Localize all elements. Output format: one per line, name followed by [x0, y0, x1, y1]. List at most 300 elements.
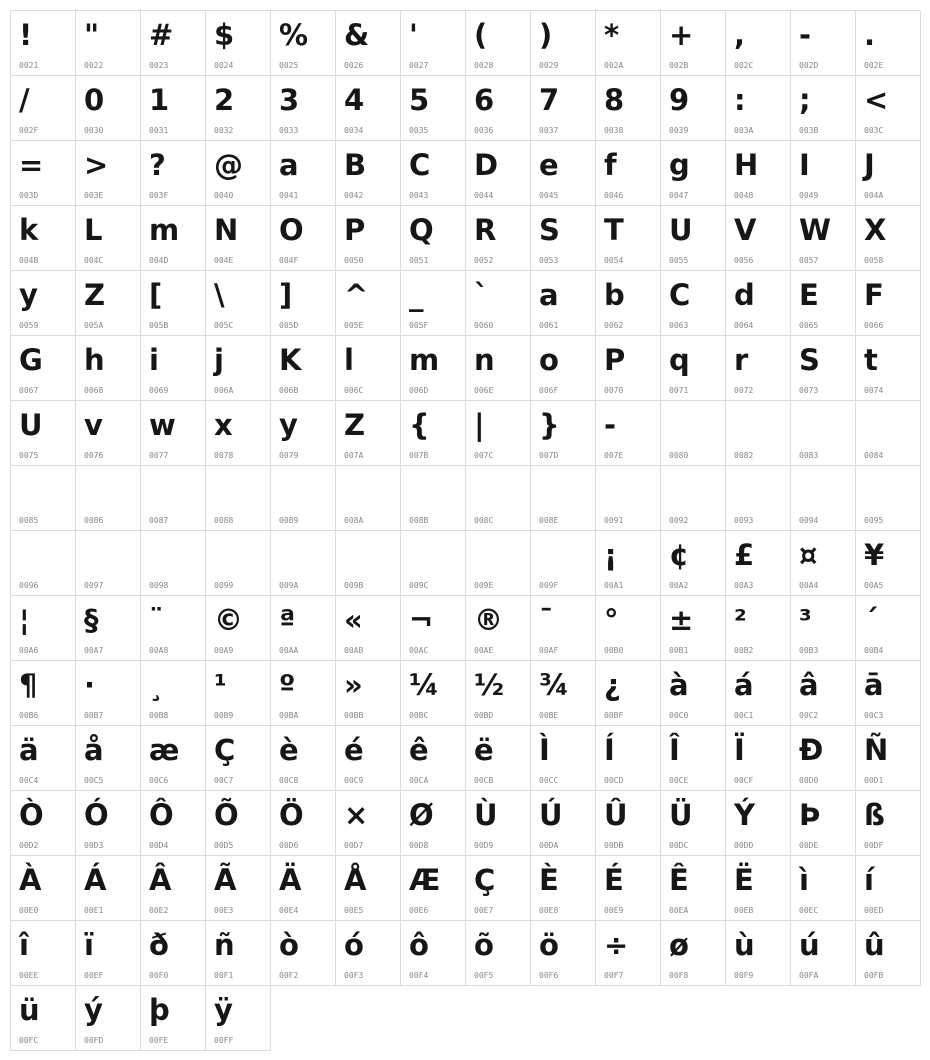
- glyph-code-label: 0055: [669, 256, 689, 265]
- glyph-code-label: 00CE: [669, 776, 689, 785]
- glyph-cell: [76, 726, 141, 791]
- glyph-cell: [531, 856, 596, 921]
- glyph-char: H: [734, 148, 759, 182]
- glyph-cell: [726, 791, 791, 856]
- glyph-char: l: [344, 343, 354, 377]
- glyph-cell: [76, 856, 141, 921]
- glyph-char: ë: [474, 733, 494, 767]
- glyph-cell: [596, 856, 661, 921]
- glyph-cell: [206, 336, 271, 401]
- glyph-char: ¯: [539, 603, 554, 637]
- glyph-cell: [466, 531, 531, 596]
- glyph-cell: [206, 986, 271, 1051]
- glyph-code-label: 003A: [734, 126, 754, 135]
- glyph-char: I: [799, 148, 810, 182]
- glyph-cell: [76, 141, 141, 206]
- glyph-cell: [791, 791, 856, 856]
- glyph-code-label: 004C: [84, 256, 104, 265]
- glyph-code-label: 00FB: [864, 971, 884, 980]
- glyph-code-label: 00FE: [149, 1036, 169, 1045]
- glyph-cell: [76, 661, 141, 726]
- glyph-cell: [531, 11, 596, 76]
- glyph-cell: [596, 336, 661, 401]
- glyph-char: *: [604, 18, 620, 52]
- glyph-code-label: 0080: [669, 451, 689, 460]
- glyph-code-label: 004D: [149, 256, 169, 265]
- glyph-char: ¶: [19, 668, 38, 702]
- glyph-code-label: 008E: [539, 516, 559, 525]
- glyph-code-label: 00A4: [799, 581, 819, 590]
- glyph-cell: [596, 726, 661, 791]
- glyph-cell: [466, 466, 531, 531]
- glyph-code-label: 0045: [539, 191, 559, 200]
- glyph-code-label: 0028: [474, 61, 494, 70]
- glyph-char: k: [19, 213, 39, 247]
- glyph-code-label: 0059: [19, 321, 39, 330]
- glyph-cell: [791, 596, 856, 661]
- glyph-char: n: [474, 343, 495, 377]
- glyph-char: Ü: [669, 798, 693, 832]
- glyph-char: æ: [149, 733, 180, 767]
- glyph-char: X: [864, 213, 887, 247]
- glyph-cell: [76, 791, 141, 856]
- glyph-char: ú: [799, 928, 820, 962]
- glyph-char: 9: [669, 83, 690, 117]
- glyph-code-label: 00E6: [409, 906, 429, 915]
- glyph-cell: [661, 141, 726, 206]
- glyph-char: þ: [149, 993, 170, 1027]
- glyph-char: ¤: [799, 538, 818, 572]
- glyph-char: Ú: [539, 798, 563, 832]
- glyph-code-label: 00BE: [539, 711, 559, 720]
- glyph-code-label: 003D: [19, 191, 39, 200]
- glyph-char: T: [604, 213, 624, 247]
- glyph-cell: [856, 271, 921, 336]
- glyph-code-label: 00EE: [19, 971, 39, 980]
- glyph-code-label: 0034: [344, 126, 364, 135]
- glyph-cell: [336, 401, 401, 466]
- glyph-cell: [726, 726, 791, 791]
- glyph-cell: [11, 791, 76, 856]
- glyph-char: í: [864, 863, 874, 897]
- glyph-code-label: 00E7: [474, 906, 494, 915]
- glyph-cell: [11, 856, 76, 921]
- glyph-cell: [401, 531, 466, 596]
- glyph-cell: [271, 206, 336, 271]
- glyph-char: D: [474, 148, 499, 182]
- glyph-char: ¢: [669, 538, 690, 572]
- glyph-code-label: 0079: [279, 451, 299, 460]
- glyph-cell: [856, 531, 921, 596]
- glyph-code-label: 0031: [149, 126, 169, 135]
- glyph-char: ®: [474, 603, 503, 637]
- glyph-cell: [466, 336, 531, 401]
- glyph-code-label: 006D: [409, 386, 429, 395]
- glyph-cell: [76, 271, 141, 336]
- glyph-char: a: [279, 148, 299, 182]
- glyph-code-label: 0064: [734, 321, 754, 330]
- glyph-cell: [271, 661, 336, 726]
- glyph-cell: [206, 661, 271, 726]
- glyph-cell: [141, 921, 206, 986]
- glyph-char: ý: [84, 993, 103, 1027]
- glyph-code-label: 00A6: [19, 646, 39, 655]
- glyph-code-label: 0057: [799, 256, 819, 265]
- glyph-char: b: [604, 278, 625, 312]
- glyph-char: ²: [734, 603, 747, 637]
- glyph-char: ï: [84, 928, 94, 962]
- glyph-cell: [76, 401, 141, 466]
- glyph-cell: [206, 401, 271, 466]
- glyph-cell: [336, 856, 401, 921]
- glyph-code-label: 007C: [474, 451, 494, 460]
- glyph-char: Å: [344, 863, 367, 897]
- glyph-cell: [401, 466, 466, 531]
- glyph-cell: [661, 921, 726, 986]
- glyph-cell: [76, 921, 141, 986]
- glyph-char: ª: [279, 603, 296, 637]
- glyph-code-label: 00E4: [279, 906, 299, 915]
- glyph-cell: [206, 11, 271, 76]
- glyph-cell: [466, 726, 531, 791]
- glyph-code-label: 00FF: [214, 1036, 234, 1045]
- glyph-cell: [661, 856, 726, 921]
- glyph-char: ·: [84, 668, 96, 702]
- glyph-char: &: [344, 18, 370, 52]
- glyph-char: E: [799, 278, 819, 312]
- glyph-char: Ö: [279, 798, 304, 832]
- glyph-code-label: 00DB: [604, 841, 624, 850]
- glyph-code-label: 00DA: [539, 841, 559, 850]
- glyph-cell: [466, 791, 531, 856]
- glyph-char: Ç: [474, 863, 496, 897]
- glyph-cell: [661, 76, 726, 141]
- glyph-code-label: 0076: [84, 451, 104, 460]
- glyph-code-label: 005F: [409, 321, 429, 330]
- glyph-code-label: 00C9: [344, 776, 364, 785]
- glyph-cell: [531, 596, 596, 661]
- glyph-code-label: 0047: [669, 191, 689, 200]
- glyph-code-label: 00BC: [409, 711, 429, 720]
- glyph-code-label: 00E5: [344, 906, 364, 915]
- glyph-cell: [791, 531, 856, 596]
- glyph-char: 6: [474, 83, 495, 117]
- glyph-code-label: 0035: [409, 126, 429, 135]
- glyph-cell: [336, 336, 401, 401]
- glyph-cell: [401, 596, 466, 661]
- glyph-cell: [271, 791, 336, 856]
- glyph-cell: [336, 141, 401, 206]
- glyph-code-label: 0024: [214, 61, 234, 70]
- glyph-char: Õ: [214, 798, 239, 832]
- glyph-code-label: 0068: [84, 386, 104, 395]
- glyph-char: »: [344, 668, 363, 702]
- glyph-char: y: [19, 278, 38, 312]
- glyph-char: P: [604, 343, 626, 377]
- glyph-code-label: 00F2: [279, 971, 299, 980]
- glyph-cell: [791, 466, 856, 531]
- glyph-char: 7: [539, 83, 560, 117]
- glyph-char: ê: [409, 733, 429, 767]
- glyph-code-label: 0039: [669, 126, 689, 135]
- glyph-code-label: 0083: [799, 451, 819, 460]
- glyph-code-label: 00AE: [474, 646, 494, 655]
- glyph-cell: [271, 76, 336, 141]
- glyph-cell: [596, 271, 661, 336]
- glyph-cell: [336, 921, 401, 986]
- glyph-code-label: 00B2: [734, 646, 754, 655]
- glyph-cell: [336, 661, 401, 726]
- glyph-code-label: 00E0: [19, 906, 39, 915]
- glyph-code-label: 00EA: [669, 906, 689, 915]
- glyph-cell: [11, 141, 76, 206]
- glyph-code-label: 00F1: [214, 971, 234, 980]
- glyph-code-label: 0058: [864, 256, 884, 265]
- glyph-code-label: 0036: [474, 126, 494, 135]
- glyph-char: +: [669, 18, 694, 52]
- glyph-cell: [141, 76, 206, 141]
- glyph-code-label: 00D2: [19, 841, 39, 850]
- glyph-cell: [141, 466, 206, 531]
- glyph-code-label: 0046: [604, 191, 624, 200]
- glyph-char: «: [344, 603, 363, 637]
- glyph-char: Z: [84, 278, 106, 312]
- glyph-code-label: 0075: [19, 451, 39, 460]
- glyph-code-label: 007B: [409, 451, 429, 460]
- glyph-char: W: [799, 213, 831, 247]
- glyph-cell: [791, 11, 856, 76]
- glyph-char: -: [604, 408, 617, 442]
- glyph-char: J: [864, 148, 875, 182]
- glyph-char: i: [149, 343, 159, 377]
- glyph-cell: [11, 466, 76, 531]
- glyph-code-label: 00B9: [214, 711, 234, 720]
- glyph-code-label: 0071: [669, 386, 689, 395]
- glyph-code-label: 00A3: [734, 581, 754, 590]
- glyph-cell: [401, 271, 466, 336]
- glyph-cell: [531, 141, 596, 206]
- glyph-code-label: 00D1: [864, 776, 884, 785]
- glyph-char: ³: [799, 603, 812, 637]
- glyph-char: %: [279, 18, 309, 52]
- glyph-code-label: 00FC: [19, 1036, 39, 1045]
- glyph-cell: [271, 271, 336, 336]
- glyph-cell: [466, 271, 531, 336]
- glyph-cell: [336, 76, 401, 141]
- glyph-char: -: [799, 18, 812, 52]
- glyph-code-label: 0037: [539, 126, 559, 135]
- glyph-char: ù: [734, 928, 755, 962]
- glyph-code-label: 004A: [864, 191, 884, 200]
- glyph-cell: [141, 856, 206, 921]
- glyph-char: m: [409, 343, 440, 377]
- glyph-cell: [401, 791, 466, 856]
- glyph-cell: [401, 661, 466, 726]
- glyph-code-label: 005D: [279, 321, 299, 330]
- glyph-cell: [206, 76, 271, 141]
- glyph-char: £: [734, 538, 755, 572]
- glyph-cell: [336, 466, 401, 531]
- glyph-code-label: 0087: [149, 516, 169, 525]
- glyph-code-label: 0094: [799, 516, 819, 525]
- glyph-char: ?: [149, 148, 166, 182]
- glyph-cell: [791, 921, 856, 986]
- glyph-char: ;: [799, 83, 811, 117]
- glyph-char: ä: [19, 733, 39, 767]
- glyph-code-label: 00FA: [799, 971, 819, 980]
- glyph-code-label: 00AC: [409, 646, 429, 655]
- glyph-code-label: 00AA: [279, 646, 299, 655]
- glyph-cell: [76, 336, 141, 401]
- glyph-cell: [141, 206, 206, 271]
- glyph-cell: [856, 141, 921, 206]
- glyph-char: S: [539, 213, 560, 247]
- glyph-cell: [206, 596, 271, 661]
- glyph-char: h: [84, 343, 105, 377]
- glyph-cell: [596, 401, 661, 466]
- glyph-cell: [401, 11, 466, 76]
- glyph-char: ÷: [604, 928, 629, 962]
- glyph-code-label: 0049: [799, 191, 819, 200]
- glyph-cell: [141, 986, 206, 1051]
- glyph-cell: [596, 11, 661, 76]
- glyph-char: !: [19, 18, 33, 52]
- glyph-char: t: [864, 343, 878, 377]
- glyph-char: Ï: [734, 733, 745, 767]
- glyph-code-label: 00E8: [539, 906, 559, 915]
- glyph-code-label: 00DF: [864, 841, 884, 850]
- glyph-code-label: 006E: [474, 386, 494, 395]
- glyph-cell: [466, 141, 531, 206]
- glyph-code-label: 00B1: [669, 646, 689, 655]
- glyph-cell: [531, 466, 596, 531]
- glyph-code-label: 0085: [19, 516, 39, 525]
- glyph-char: Ç: [214, 733, 236, 767]
- glyph-char: B: [344, 148, 367, 182]
- glyph-cell: [141, 726, 206, 791]
- glyph-char: L: [84, 213, 103, 247]
- glyph-cell: [206, 531, 271, 596]
- glyph-char: @: [214, 148, 243, 182]
- glyph-cell: [271, 726, 336, 791]
- glyph-code-label: 004B: [19, 256, 39, 265]
- glyph-char: ¨: [149, 603, 164, 637]
- glyph-cell: [141, 791, 206, 856]
- glyph-char: o: [539, 343, 559, 377]
- glyph-cell: [11, 401, 76, 466]
- glyph-code-label: 00C0: [669, 711, 689, 720]
- glyph-code-label: 006A: [214, 386, 234, 395]
- glyph-char: ö: [539, 928, 559, 962]
- glyph-cell: [141, 596, 206, 661]
- glyph-cell: [336, 596, 401, 661]
- glyph-code-label: 00D0: [799, 776, 819, 785]
- glyph-char: P: [344, 213, 366, 247]
- glyph-cell: [336, 206, 401, 271]
- glyph-cell: [271, 856, 336, 921]
- glyph-code-label: 0096: [19, 581, 39, 590]
- glyph-code-label: 009B: [344, 581, 364, 590]
- glyph-char: 0: [84, 83, 105, 117]
- glyph-cell: [661, 726, 726, 791]
- glyph-cell: [141, 401, 206, 466]
- glyph-code-label: 0040: [214, 191, 234, 200]
- glyph-char: O: [279, 213, 304, 247]
- glyph-char: Ø: [409, 798, 434, 832]
- glyph-code-label: 00ED: [864, 906, 884, 915]
- glyph-cell: [596, 661, 661, 726]
- glyph-code-label: 00CB: [474, 776, 494, 785]
- glyph-code-label: 00F0: [149, 971, 169, 980]
- glyph-cell: [726, 401, 791, 466]
- glyph-code-label: 00C2: [799, 711, 819, 720]
- glyph-char: Ä: [279, 863, 302, 897]
- glyph-code-label: 0062: [604, 321, 624, 330]
- glyph-char: é: [344, 733, 364, 767]
- glyph-code-label: 0051: [409, 256, 429, 265]
- glyph-char: V: [734, 213, 757, 247]
- glyph-char: Þ: [799, 798, 821, 832]
- glyph-cell: [401, 141, 466, 206]
- glyph-char: ¹: [214, 668, 227, 702]
- glyph-cell: [11, 336, 76, 401]
- glyph-code-label: 0048: [734, 191, 754, 200]
- glyph-char: ±: [669, 603, 694, 637]
- glyph-cell: [401, 336, 466, 401]
- glyph-code-label: 003B: [799, 126, 819, 135]
- glyph-code-label: 00A5: [864, 581, 884, 590]
- glyph-cell: [271, 921, 336, 986]
- glyph-char: Ê: [669, 863, 689, 897]
- glyph-code-label: 00C7: [214, 776, 234, 785]
- glyph-char: ô: [409, 928, 429, 962]
- glyph-code-label: 00BB: [344, 711, 364, 720]
- glyph-code-label: 0043: [409, 191, 429, 200]
- glyph-char: [: [149, 278, 163, 312]
- glyph-code-label: 002D: [799, 61, 819, 70]
- glyph-code-label: 0067: [19, 386, 39, 395]
- glyph-char: {: [409, 408, 430, 442]
- glyph-cell: [76, 531, 141, 596]
- glyph-char: ): [539, 18, 553, 52]
- glyph-char: ò: [279, 928, 299, 962]
- glyph-code-label: 0088: [214, 516, 234, 525]
- glyph-code-label: 0086: [84, 516, 104, 525]
- glyph-cell: [856, 76, 921, 141]
- glyph-cell: [856, 661, 921, 726]
- glyph-code-label: 00C8: [279, 776, 299, 785]
- glyph-cell: [206, 921, 271, 986]
- glyph-char: Ì: [539, 733, 550, 767]
- glyph-cell: [856, 336, 921, 401]
- glyph-char: =: [19, 148, 44, 182]
- glyph-char: Ó: [84, 798, 109, 832]
- glyph-code-label: 002B: [669, 61, 689, 70]
- glyph-char: ñ: [214, 928, 235, 962]
- glyph-char: ]: [279, 278, 293, 312]
- glyph-char: 4: [344, 83, 365, 117]
- glyph-cell: [141, 11, 206, 76]
- glyph-code-label: 0074: [864, 386, 884, 395]
- glyph-char: Ò: [19, 798, 44, 832]
- glyph-cell: [11, 271, 76, 336]
- glyph-code-label: 00BA: [279, 711, 299, 720]
- glyph-code-label: 0097: [84, 581, 104, 590]
- glyph-code-label: 0030: [84, 126, 104, 135]
- glyph-cell: [76, 76, 141, 141]
- glyph-cell: [336, 11, 401, 76]
- glyph-code-label: 00A2: [669, 581, 689, 590]
